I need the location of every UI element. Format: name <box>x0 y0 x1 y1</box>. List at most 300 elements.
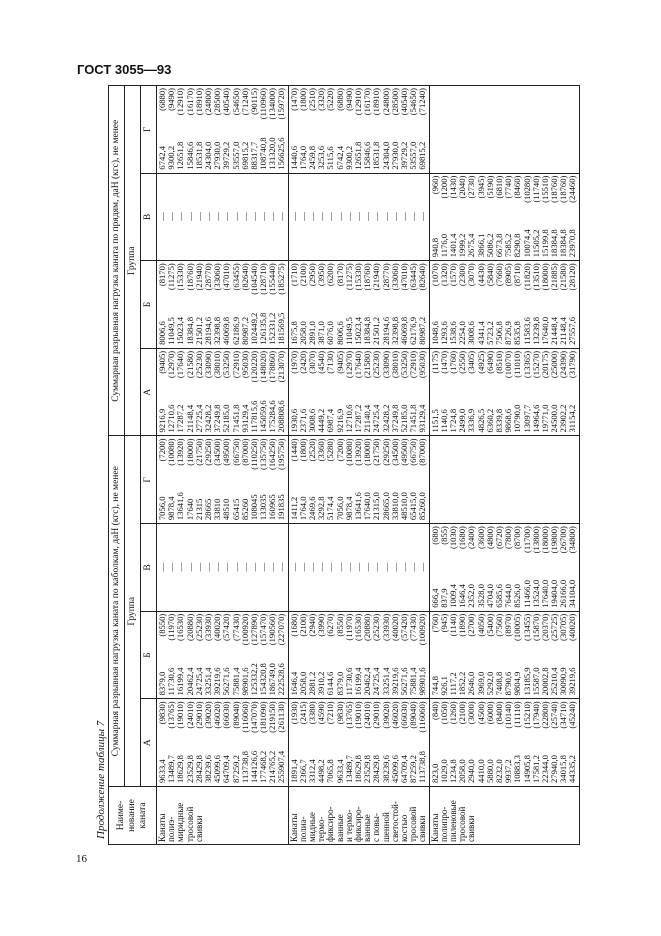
table-row <box>288 86 429 845</box>
value-kgf: (26700) <box>558 526 569 554</box>
value-kgf: (10140) <box>503 701 514 729</box>
rope-name-line: и термо- <box>343 809 354 842</box>
value-dan: 6360,2 <box>484 408 495 433</box>
value-dan: 16199,4 <box>352 667 363 696</box>
value-kgf: (8400) <box>493 701 504 725</box>
value-line: — <box>288 212 299 221</box>
value-cell <box>429 261 579 349</box>
value-dan: 19404,0 <box>549 579 560 608</box>
value-dan: 13489,7 <box>343 755 354 783</box>
group-col-header: Г <box>141 86 157 174</box>
value-dan: 39729,2 <box>398 141 409 170</box>
value-dan: 28194,6 <box>202 316 213 345</box>
value-line: — <box>417 562 428 572</box>
value-line <box>418 351 427 433</box>
value-line <box>458 88 467 170</box>
group-col-header: В <box>141 524 157 612</box>
value-line: — <box>297 562 308 572</box>
value-dan: 48510,0 <box>398 492 409 521</box>
value-line <box>449 88 458 170</box>
value-kgf: (3945) <box>475 175 486 199</box>
value-dan: 125332,2 <box>248 663 259 696</box>
value-line: — <box>239 212 250 221</box>
value-dan: 10074,4 <box>521 229 532 258</box>
value-cell <box>288 436 429 524</box>
value-kgf: (7130) <box>325 350 336 374</box>
value-dan: 93129,4 <box>239 404 250 433</box>
value-dan: 18531,8 <box>193 141 204 170</box>
value-dan: 1140,6 <box>438 409 449 433</box>
value-dan: 9633,4 <box>334 759 345 783</box>
value-kgf: (2510) <box>307 88 317 111</box>
value-kgf: (6880) <box>334 88 345 111</box>
value-kgf: (25230) <box>193 350 204 379</box>
value-dan: 98901,6 <box>417 667 428 696</box>
value-kgf: (3360) <box>316 438 327 462</box>
value-kgf: (13920) <box>352 438 363 466</box>
value-line <box>523 88 532 170</box>
value-kgf: (24390) <box>558 350 569 379</box>
value-dan: 28665,0 <box>380 492 391 521</box>
value-dan: 3336,9 <box>466 408 477 433</box>
value-dan: 28429,8 <box>371 755 382 783</box>
value-line: — <box>202 212 213 221</box>
value-line: — <box>221 212 232 221</box>
value-kgf: (2700) <box>466 613 477 637</box>
value-dan: 9878,4 <box>166 496 177 521</box>
value-line: — <box>417 212 428 221</box>
value-line: — <box>157 212 167 221</box>
value-kgf: (33090) <box>380 350 391 379</box>
value-kgf: (1140) <box>448 613 459 637</box>
value-dan: 131320,0 <box>267 137 278 170</box>
group-col-header: Г <box>141 436 157 524</box>
value-dan: 93129,4 <box>417 404 428 433</box>
value-dan: 144126,6 <box>248 750 259 783</box>
value-kgf: (12970) <box>343 350 354 379</box>
value-cell <box>429 436 579 524</box>
value-kgf: (1970) <box>288 350 299 374</box>
value-kgf: (17640) <box>175 350 186 379</box>
value-kgf: (128710) <box>258 263 269 295</box>
rope-name-cell <box>288 787 429 845</box>
value-cell <box>157 524 289 612</box>
value-dan: 21448,4 <box>549 316 560 345</box>
value-dan: 52185,0 <box>398 404 409 433</box>
value-dan: 62186,9 <box>230 316 241 345</box>
value-kgf: (18000) <box>539 263 550 291</box>
value-cell <box>288 699 429 787</box>
value-dan: 8232,0 <box>493 759 504 783</box>
rope-name-line: фиксиро- <box>353 806 364 842</box>
value-kgf: (66030) <box>398 701 409 729</box>
value-kgf: (11700) <box>521 526 532 554</box>
value-dan: 160965 <box>267 494 278 521</box>
value-cell <box>288 524 429 612</box>
value-cell <box>157 173 289 261</box>
value-dan: 666,4 <box>429 588 440 608</box>
value-kgf: (3405) <box>466 350 477 374</box>
value-kgf: (9830) <box>334 701 345 725</box>
value-line <box>277 701 286 783</box>
value-kgf: (34800) <box>567 526 578 554</box>
value-dan: 64709,4 <box>221 755 232 783</box>
rope-name-line: тросовой <box>408 806 419 842</box>
value-dan: 65415 <box>230 498 241 521</box>
value-kgf: (46020) <box>212 701 223 729</box>
value-line <box>513 88 522 170</box>
value-dan: 102449,2 <box>248 312 259 345</box>
value-kgf: (90115) <box>248 88 259 115</box>
rope-name-line: ванные <box>362 814 373 842</box>
value-cell <box>288 348 429 436</box>
value-kgf: (2940) <box>307 613 317 637</box>
value-kgf: (8170) <box>157 263 167 287</box>
value-kgf: (3990) <box>316 613 327 637</box>
value-kgf: (8550) <box>334 613 345 637</box>
value-kgf: (39020) <box>380 701 391 729</box>
value-dan: 27725,4 <box>193 404 204 433</box>
value-line <box>568 176 577 258</box>
value-dan: 3312,4 <box>307 759 317 783</box>
value-cell <box>429 86 579 174</box>
value-line <box>513 439 522 521</box>
rope-name-line: полиэ- <box>166 816 177 842</box>
value-dan: 2371,6 <box>297 408 308 433</box>
value-dan: 18384,8 <box>549 229 560 258</box>
value-kgf: (219150) <box>267 701 278 733</box>
value-kgf: (25230) <box>193 613 204 641</box>
value-kgf: (3950) <box>316 263 327 287</box>
value-kgf: (9830) <box>157 701 167 725</box>
value-dan: 62176,9 <box>408 316 419 345</box>
value-kgf: (120220) <box>248 350 259 383</box>
value-kgf: (18000) <box>184 438 195 466</box>
value-dan: 1646,4 <box>457 584 468 608</box>
value-kgf: (8550) <box>157 613 167 637</box>
value-dan: 75881,4 <box>408 667 419 696</box>
group-col-header: Б <box>141 611 157 699</box>
value-line: — <box>258 212 269 221</box>
value-dan: 65415,0 <box>408 492 419 521</box>
value-kgf: (11820) <box>521 263 532 291</box>
value-cell <box>429 699 579 787</box>
value-kgf: (13800) <box>530 526 541 554</box>
value-line <box>431 88 440 170</box>
value-dan: 7644,0 <box>503 584 514 608</box>
value-kgf: (680) <box>429 526 440 545</box>
value-kgf: (18000) <box>539 526 550 554</box>
value-dan: 23970,8 <box>567 229 578 258</box>
value-dan: 11049,5 <box>166 317 177 345</box>
value-kgf: (11110) <box>512 701 523 728</box>
value-dan: 80987,2 <box>417 316 428 345</box>
value-kgf: (25725) <box>549 613 560 641</box>
value-dan: 22344,0 <box>539 755 550 783</box>
value-dan: 2058,0 <box>457 759 468 783</box>
value-dan: 1117,2 <box>448 672 459 696</box>
value-kgf: (9490) <box>343 88 354 111</box>
value-kgf: (15330) <box>175 263 186 291</box>
value-kgf: (71240) <box>417 88 428 116</box>
value-dan: 21148,4 <box>558 317 569 345</box>
value-dan: 145059,6 <box>258 400 269 433</box>
value-dan: 20462,4 <box>184 667 195 696</box>
value-kgf: (34500) <box>389 438 400 466</box>
value-dan: 31154,2 <box>567 404 578 433</box>
value-line <box>523 439 532 521</box>
value-kgf: (38010) <box>389 350 400 379</box>
value-line: — <box>352 212 363 221</box>
value-dan: 15587,0 <box>530 667 541 696</box>
value-line <box>541 439 550 521</box>
value-kgf: (24010) <box>362 701 373 729</box>
value-kgf: (1200) <box>438 175 449 199</box>
value-kgf: (87000) <box>417 438 428 466</box>
value-line: — <box>334 212 345 221</box>
value-line: — <box>193 562 204 572</box>
value-line: — <box>398 562 409 572</box>
value-line <box>550 88 559 170</box>
value-kgf: (29010) <box>371 701 382 729</box>
value-dan: 18384,8 <box>362 316 373 345</box>
value-dan: 3969,0 <box>475 671 486 696</box>
value-dan: 1009,4 <box>448 584 459 608</box>
value-dan: 13641,6 <box>175 492 186 521</box>
value-dan: 21501,2 <box>193 316 204 345</box>
value-dan: 2469,6 <box>307 496 317 521</box>
page-number: 16 <box>76 853 87 865</box>
value-kgf: (8700) <box>512 526 523 550</box>
value-dan: 39219,6 <box>567 667 578 696</box>
value-dan: 34015,8 <box>558 755 569 783</box>
value-dan: 56271,6 <box>398 667 409 696</box>
value-line: — <box>380 212 391 221</box>
value-kgf: (17940) <box>530 701 541 729</box>
value-dan: 15846,6 <box>184 141 195 170</box>
value-dan: 18531,8 <box>371 141 382 170</box>
value-kgf: (5190) <box>484 175 495 199</box>
value-dan: 6076,0 <box>325 321 336 345</box>
value-dan: 8790,6 <box>503 671 514 696</box>
value-dan: 1401,4 <box>448 233 459 258</box>
value-cell <box>288 173 429 261</box>
value-kgf: (38010) <box>212 350 223 379</box>
value-line <box>277 88 286 170</box>
value-kgf: (82640) <box>417 263 428 291</box>
value-kgf: (213070) <box>276 350 287 383</box>
value-kgf: (13765) <box>343 701 354 729</box>
value-kgf: (21580) <box>558 263 569 291</box>
rope-name-cell <box>157 787 289 845</box>
value-kgf: (87000) <box>239 438 250 466</box>
value-dan: 71451,8 <box>408 404 419 433</box>
value-dan: 69815,2 <box>239 141 250 170</box>
rope-name-line: мидные <box>307 812 318 842</box>
value-kgf: (157470) <box>258 613 269 646</box>
value-dan: 1293,6 <box>438 321 449 345</box>
value-kgf: (11275) <box>166 263 177 291</box>
value-kgf: (13510) <box>530 263 541 291</box>
value-line: — <box>166 562 177 572</box>
value-dan: 18629,8 <box>175 755 186 783</box>
value-line <box>486 439 495 521</box>
value-dan: 186749,0 <box>267 663 278 696</box>
value-dan: 2646,0 <box>466 671 477 696</box>
value-line: — <box>288 562 299 572</box>
value-dan: 14905,8 <box>521 755 532 783</box>
value-dan: 8379,0 <box>157 671 167 696</box>
value-kgf: (10280) <box>521 175 532 203</box>
value-cell <box>157 348 289 436</box>
value-dan: 87259,2 <box>230 755 241 783</box>
value-dan: 10883,3 <box>512 755 523 783</box>
value-dan: 9300,2 <box>343 145 354 170</box>
value-kgf: (12910) <box>175 88 186 116</box>
value-dan: 33251,4 <box>380 667 391 696</box>
value-dan: 6742,4 <box>157 145 167 170</box>
value-dan: 27930,0 <box>212 141 223 170</box>
value-dan: 9937,2 <box>503 759 514 783</box>
value-dan: 11466,0 <box>521 580 532 608</box>
value-kgf: (19010) <box>352 701 363 729</box>
value-kgf: (148020) <box>258 350 269 383</box>
value-kgf: (47010) <box>398 263 409 291</box>
value-dan: 80987,2 <box>239 316 250 345</box>
value-kgf: (110960) <box>258 88 269 120</box>
value-dan: 11049,5 <box>343 317 354 345</box>
value-line: — <box>389 562 400 572</box>
value-line <box>568 351 577 433</box>
value-kgf: (29250) <box>202 438 213 466</box>
value-kgf: (28120) <box>567 263 578 291</box>
value-line <box>477 88 486 170</box>
value-kgf: (15270) <box>530 350 541 379</box>
value-dan: 2499,0 <box>457 408 468 433</box>
value-dan: 2881,2 <box>307 671 317 696</box>
value-dan: 13524,0 <box>530 579 541 608</box>
value-dan: 28665 <box>202 498 213 521</box>
value-dan: 34104,0 <box>567 579 578 608</box>
value-dan: 24304,0 <box>380 141 391 170</box>
value-kgf: (1800) <box>297 88 308 111</box>
value-line <box>418 439 427 521</box>
value-kgf: (116060) <box>417 701 428 733</box>
value-line: — <box>184 212 195 221</box>
value-cell <box>157 436 289 524</box>
rope-name-line: Канаты <box>429 813 440 842</box>
value-kgf: (53250) <box>221 350 232 379</box>
value-dan: 5174,4 <box>325 496 336 521</box>
value-line <box>495 439 504 521</box>
value-dan: 71451,8 <box>230 404 241 433</box>
rope-name-line: фиксиро- <box>325 806 336 842</box>
value-line <box>568 88 577 170</box>
rope-name-line: Канаты <box>288 813 299 842</box>
value-kgf: (190560) <box>267 613 278 646</box>
value-dan: 13185,9 <box>521 667 532 696</box>
value-dan: 2675,4 <box>466 233 477 258</box>
value-dan: 27930,0 <box>389 141 400 170</box>
value-kgf: (34710) <box>558 701 569 729</box>
value-kgf: (8710) <box>512 263 523 287</box>
value-dan: 24500,0 <box>549 404 560 433</box>
rope-name-line: тросовой <box>184 806 195 842</box>
value-line: — <box>258 562 269 572</box>
value-dan: 13489,7 <box>166 755 177 783</box>
value-dan: 4410,0 <box>475 759 486 783</box>
rope-name-line: Канаты <box>157 813 167 842</box>
value-dan: 8526,0 <box>512 584 523 608</box>
value-kgf: (2730) <box>466 175 477 199</box>
rope-name-line: костью <box>399 814 410 842</box>
value-kgf: (1320) <box>438 263 449 287</box>
value-dan: 6144,6 <box>325 671 336 696</box>
value-kgf: (40020) <box>389 613 400 641</box>
value-kgf: (1930) <box>288 701 299 725</box>
value-dan: 28429,8 <box>193 755 204 783</box>
value-line <box>568 701 577 783</box>
value-kgf: (18910) <box>371 88 382 116</box>
value-kgf: (63455) <box>230 263 241 291</box>
value-kgf: (185275) <box>276 263 287 295</box>
rope-name-line: свивки <box>466 815 477 842</box>
value-dan: 6742,4 <box>334 145 345 170</box>
value-kgf: (24800) <box>380 88 391 116</box>
value-line: — <box>230 562 241 572</box>
value-line: — <box>276 562 287 572</box>
value-kgf: (9490) <box>166 88 177 111</box>
value-dan: 9216,9 <box>157 408 167 433</box>
rope-name-line: пиленовые <box>448 800 459 842</box>
value-kgf: (66750) <box>230 438 241 466</box>
value-dan: 24304,0 <box>202 141 213 170</box>
value-kgf: (1680) <box>457 526 468 550</box>
value-dan: 56271,6 <box>221 667 232 696</box>
value-dan: 175284,6 <box>267 400 278 433</box>
value-dan: 1852,2 <box>457 671 468 696</box>
value-dan: 21140,4 <box>362 404 373 433</box>
value-kgf: (8905) <box>503 263 514 287</box>
document-header: ГОСТ 3055—93 <box>77 62 172 77</box>
value-kgf: (21580) <box>362 350 373 379</box>
value-dan: 38239,6 <box>202 755 213 783</box>
value-kgf: (3600) <box>475 526 486 550</box>
value-kgf: (7740) <box>503 175 514 199</box>
value-dan: 5723,2 <box>484 321 495 345</box>
value-dan: 15199,8 <box>539 229 550 258</box>
value-dan: 11730,6 <box>166 667 177 696</box>
value-line: — <box>389 212 400 221</box>
value-kgf: (100920) <box>417 613 428 646</box>
value-kgf: (4540) <box>316 350 327 374</box>
rope-name-line: свивки <box>193 815 204 842</box>
rotated-table-block <box>94 85 614 845</box>
value-dan: 11583,6 <box>521 317 532 345</box>
value-kgf: (110250) <box>248 438 259 470</box>
value-kgf: (164250) <box>267 438 278 471</box>
value-kgf: (33930) <box>202 613 213 641</box>
value-kgf: (5220) <box>325 88 336 111</box>
group-col-header: Б <box>141 261 157 349</box>
value-kgf: (89040) <box>408 701 419 729</box>
value-dan: 8535,8 <box>512 321 523 345</box>
value-kgf: (3070) <box>466 263 477 287</box>
value-kgf: (40020) <box>567 613 578 641</box>
value-dan: 6673,8 <box>493 233 504 258</box>
value-kgf: (49500) <box>221 438 232 466</box>
value-kgf: (66750) <box>408 438 419 466</box>
